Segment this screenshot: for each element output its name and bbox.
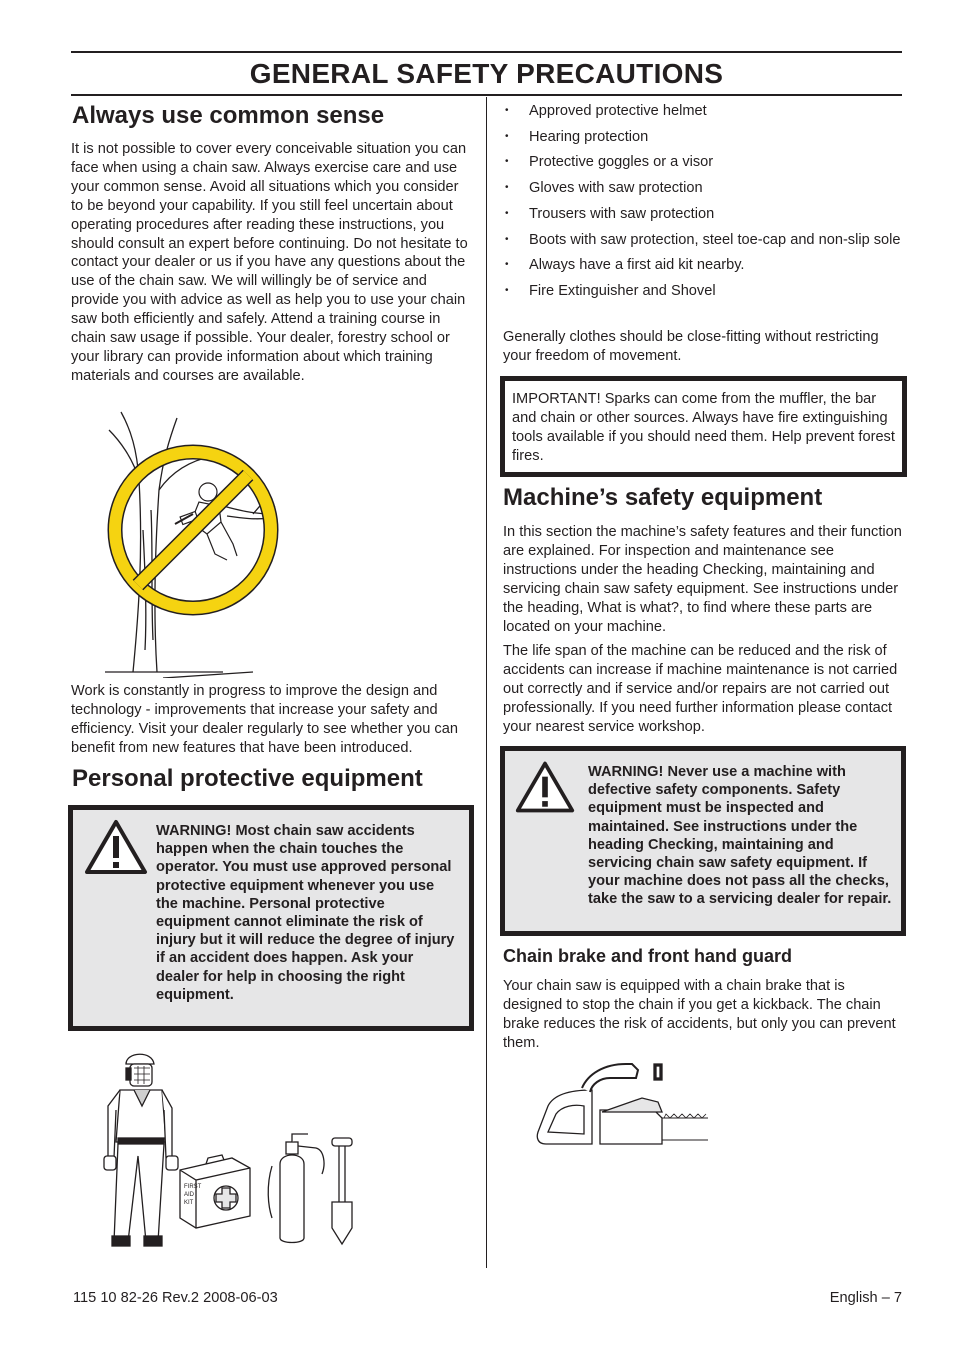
glove-icon: [104, 1156, 116, 1170]
list-item: • Boots with saw protection, steel toe-cap and non-slip sole: [503, 231, 903, 250]
clothes-note: Generally clothes should be close-fitting without restricting your freedom of movement.: [503, 329, 879, 364]
top-rule: [71, 51, 902, 53]
improvement-text: Work is constantly in progress to improve the design and technology - improvements that increase your safety and efficiency. Visit your dealer regularly to see whether you can benefit from new features that have been introduced.: [71, 683, 458, 756]
page-title: GENERAL SAFETY PRECAUTIONS: [249, 58, 724, 89]
chain-brake-heading: Chain brake and front hand guard: [503, 946, 793, 966]
machine-safety-para-2: The life span of the machine can be reduced and the risk of accidents can increase if machine maintenance is not carried out correctly and if service and/or repairs are not carried out professionally. If you need further information please contact your nearest service workshop.: [503, 643, 898, 735]
machine-safety-para-1: In this section the machine’s safety features and their function are explained. For inspection and maintenance see instructions under the heading Checking, maintaining and servicing chain saw safety equipment. See instructions under the heading, What is what?, to find where these parts are located on your machine.: [503, 524, 902, 635]
machine-warning-box: [500, 746, 906, 936]
warning-triangle-icon: [514, 759, 576, 815]
ppe-warning-box: [68, 805, 474, 1031]
kit-label-line-1: FIRST: [184, 1184, 202, 1190]
common-sense-heading: Always use common sense: [72, 102, 385, 129]
ppe-checklist: [503, 102, 903, 308]
first-aid-kit-icon: [180, 1155, 250, 1228]
prohibition-bar: [138, 475, 248, 585]
column-divider: [486, 97, 487, 1268]
no-tree-climbing-with-saw-icon: [103, 410, 283, 678]
list-item: • Fire Extinguisher and Shovel: [503, 282, 903, 301]
list-item: • Gloves with saw protection: [503, 179, 903, 198]
ppe-heading: Personal protective equipment: [72, 765, 423, 792]
fire-extinguisher-icon: [268, 1134, 324, 1243]
title-underline: [71, 94, 902, 96]
list-item: • Hearing protection: [503, 128, 903, 147]
chainsaw-front-guard-icon: [534, 1058, 710, 1150]
chain-brake-body: Your chain saw is equipped with a chain brake that is designed to stop the chain if you get a kickback. The chain brake reduces the risk of accidents, but only you can prevent them.: [503, 978, 896, 1051]
helmet-icon: [126, 1054, 154, 1064]
shovel-icon: [332, 1138, 352, 1244]
common-sense-body: It is not possible to cover every conceivable situation you can face when using a chain saw. Always exercise care and use your common sense. Avoid all situations which you consider to be beyond your capability. If you still feel uncertain about operating procedures after reading these instructions, you should consult an expert before continuing. Do not hesitate to contact your dealer or us if you have any questions about the use of the chain saw. We will willingly be of service and provide you with advice as well as help you to use your chain saw both efficiently and safely. Attend a training course in chain saw usage if possible. Your dealer, forestry school or your library can provide information about which training materials and courses are available.: [71, 141, 468, 384]
trousers-icon: [114, 1144, 164, 1242]
warning-triangle-icon: [83, 818, 149, 876]
list-item: • Approved protective helmet: [503, 102, 903, 121]
important-box: [500, 376, 907, 477]
kit-label-line-2: AID: [184, 1192, 195, 1198]
list-item: • Protective goggles or a visor: [503, 153, 903, 172]
ppe-equipment-illustration: [96, 1046, 366, 1256]
important-text: IMPORTANT! Sparks can come from the muffler, the bar and chain or other sources. Always have fire extinguishing tools available if you should need them. Help prevent forest fires.: [512, 391, 895, 464]
ppe-warning-text: WARNING! Most chain saw accidents happen when the chain touches the operator. You must use approved personal protective equipment whenever you use the machine. Personal protective equipment cannot eliminate the risk of injury but it will reduce the degree of injury if an accident does happen. Ask your dealer for help in choosing the right equipment.: [156, 823, 455, 1003]
page-number: English – 7: [829, 1290, 902, 1306]
machine-warning-text: WARNING! Never use a machine with defective safety components. Safety equipment must be inspected and maintained. See instructions under the heading Checking, maintaining and servicing chain saw safety equipment. If your machine does not pass all the checks, take the saw to a servicing dealer for repair.: [588, 764, 892, 908]
kit-label-line-3: KIT: [184, 1200, 194, 1206]
list-item: • Trousers with saw protection: [503, 205, 903, 224]
document-id: 115 10 82-26 Rev.2 2008-06-03: [73, 1290, 278, 1306]
list-item: • Always have a first aid kit nearby.: [503, 256, 903, 275]
machine-safety-heading: Machine’s safety equipment: [503, 484, 823, 511]
